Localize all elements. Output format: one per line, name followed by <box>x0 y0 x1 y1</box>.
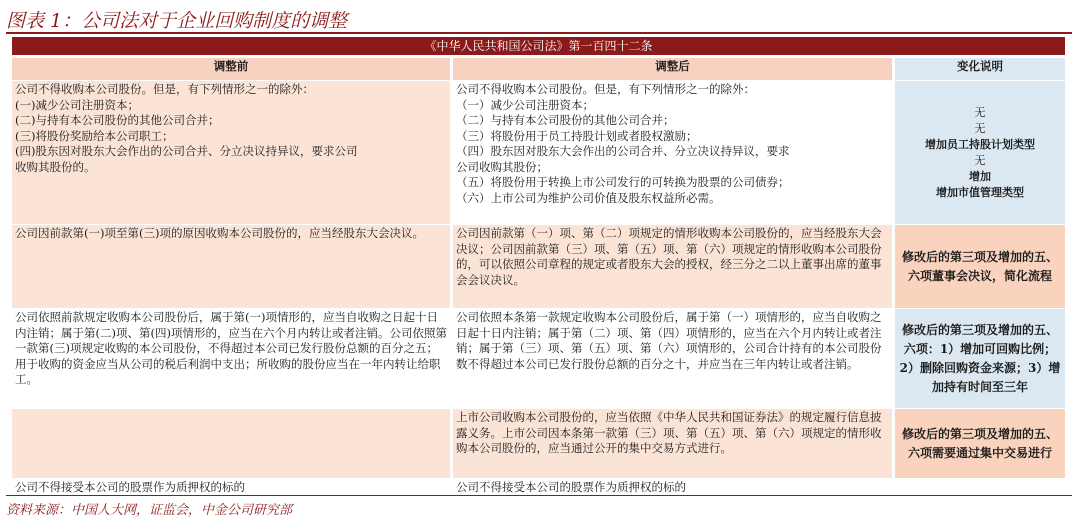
law-banner: 《中华人民共和国公司法》第一百四十二条 <box>12 37 1065 55</box>
row2-note <box>895 225 1065 309</box>
cell-line: （四）股东因对股东大会作出的公司合并、分立决议持异议，要求 <box>456 144 790 158</box>
cell-line: 公司不得收购本公司股份。但是，有下列情形之一的除外： <box>15 82 314 96</box>
header-row <box>12 58 1065 81</box>
cell-text: 公司不得接受本公司的股票作为质押权的标的 <box>15 480 245 494</box>
cell-line: （三）将股份用于员工持股计划或者股权激励； <box>456 128 698 143</box>
source-note: 资料来源：中国人大网，证监会，中金公司研究部 <box>6 503 293 518</box>
cell-line: （二）与持有本公司股份的其他公司合并； <box>456 113 675 127</box>
row3-before <box>12 309 453 409</box>
header-note: 变化说明 <box>895 58 1065 81</box>
note-line: 无 <box>974 153 986 167</box>
comparison-table <box>12 58 1065 498</box>
note-line: 增加员工持股计划类型 <box>925 137 1035 151</box>
cell-text: 公司依照前款规定收购本公司股份后，属于第(一)项情形的，应当自收购之日起十日内注销；属于第(二)项、第(四)项情形的，应当在六个月内转让或者注销。公司依照第一款第(三)项规定收购的本公司股份，不得超过本公司已发行股份总额的百分之五；用于收购的资金应当从公司的税后利润中支出；所收购的股份应当在一年内转让给职工。 <box>15 310 447 386</box>
cell-line: （五）将股份用于转换上市公司发行的可转换为股票的公司债券； <box>456 175 790 189</box>
cell-line: (二)与持有本公司股份的其他公司合并； <box>15 113 220 127</box>
cell-line: (三)将股份奖励给本公司职工； <box>15 128 174 143</box>
note-text: 修改后的第三项及增加的五、六项董事会决议，简化流程 <box>901 249 1058 283</box>
row4-note <box>895 409 1065 479</box>
row1-note <box>895 81 1065 225</box>
cell-line: 公司不得收购本公司股份。但是，有下列情形之一的除外： <box>456 82 755 96</box>
row4-before <box>12 409 453 479</box>
table-row <box>12 225 1065 309</box>
row3-note <box>895 309 1065 409</box>
row1-after <box>453 81 895 225</box>
note-line: 无 <box>974 105 986 119</box>
row1-before <box>12 81 453 225</box>
cell-text: 公司依照本条第一款规定收购本公司股份后，属于第（一）项情形的，应当自收购之日起十日内注销；属于第（二）项、第（四）项情形的，应当在六个月内转让或者注销；属于第（三）项、第（五）项、第（六）项情形的，公司合计持有的本公司股份数不得超过本公司已发行股份总额的百分之十，并应当在三年内转让或者注销。 <box>456 310 882 371</box>
row3-after <box>453 309 895 409</box>
cell-line: （一）减少公司注册资本； <box>456 97 594 112</box>
note-text: 修改后的第三项及增加的五、六项需要通过集中交易进行 <box>901 426 1058 460</box>
table-row <box>12 81 1065 225</box>
figure-title: 图表 1：公司法对于企业回购制度的调整 <box>6 10 348 32</box>
cell-line: （六）上市公司为维护公司价值及股东权益所必需。 <box>456 190 721 205</box>
note-line: 增加 <box>969 169 991 183</box>
header-before: 调整前 <box>12 58 453 81</box>
cell-text: 公司因前款第(一)项至第(三)项的原因收购本公司股份的，应当经股东大会决议。 <box>15 226 424 240</box>
row2-before <box>12 225 453 309</box>
table-row <box>12 409 1065 479</box>
top-rule <box>6 32 1072 34</box>
header-after: 调整后 <box>453 58 895 81</box>
cell-text: 公司因前款第（一）项、第（二）项规定的情形收购本公司股份的，应当经股东大会决议；公司因前款第（三）项、第（五）项、第（六）项规定的情形收购本公司股份的，可以依照公司章程的规定或者股东大会的授权，经三分之二以上董事出席的董事会会议决议。 <box>456 226 882 287</box>
cell-line: (四)股东因对股东大会作出的公司合并、分立决议持异议，要求公司 <box>15 144 358 158</box>
table-row <box>12 309 1065 409</box>
cell-line: 收购其股份的。 <box>15 159 96 174</box>
cell-text: 上市公司收购本公司股份的，应当依照《中华人民共和国证券法》的规定履行信息披露义务。上市公司因本条第一款第（三）项、第（五）项、第（六）项规定的情形收购本公司股份的，应当通过公开的集中交易方式进行。 <box>456 410 882 455</box>
row2-after <box>453 225 895 309</box>
note-text: 修改后的第三项及增加的五、六项：1）增加可回购比例；2）删除回购资金来源；3）增加持有时间至三年 <box>899 322 1061 394</box>
cell-line: (一)减少公司注册资本； <box>15 97 139 112</box>
cell-line: 公司收购其股份； <box>456 159 548 174</box>
row4-after <box>453 409 895 479</box>
note-line: 无 <box>974 121 986 135</box>
bottom-rule <box>6 495 1072 496</box>
cell-text: 公司不得接受本公司的股票作为质押权的标的 <box>456 480 686 494</box>
note-line: 增加市值管理类型 <box>936 185 1024 199</box>
